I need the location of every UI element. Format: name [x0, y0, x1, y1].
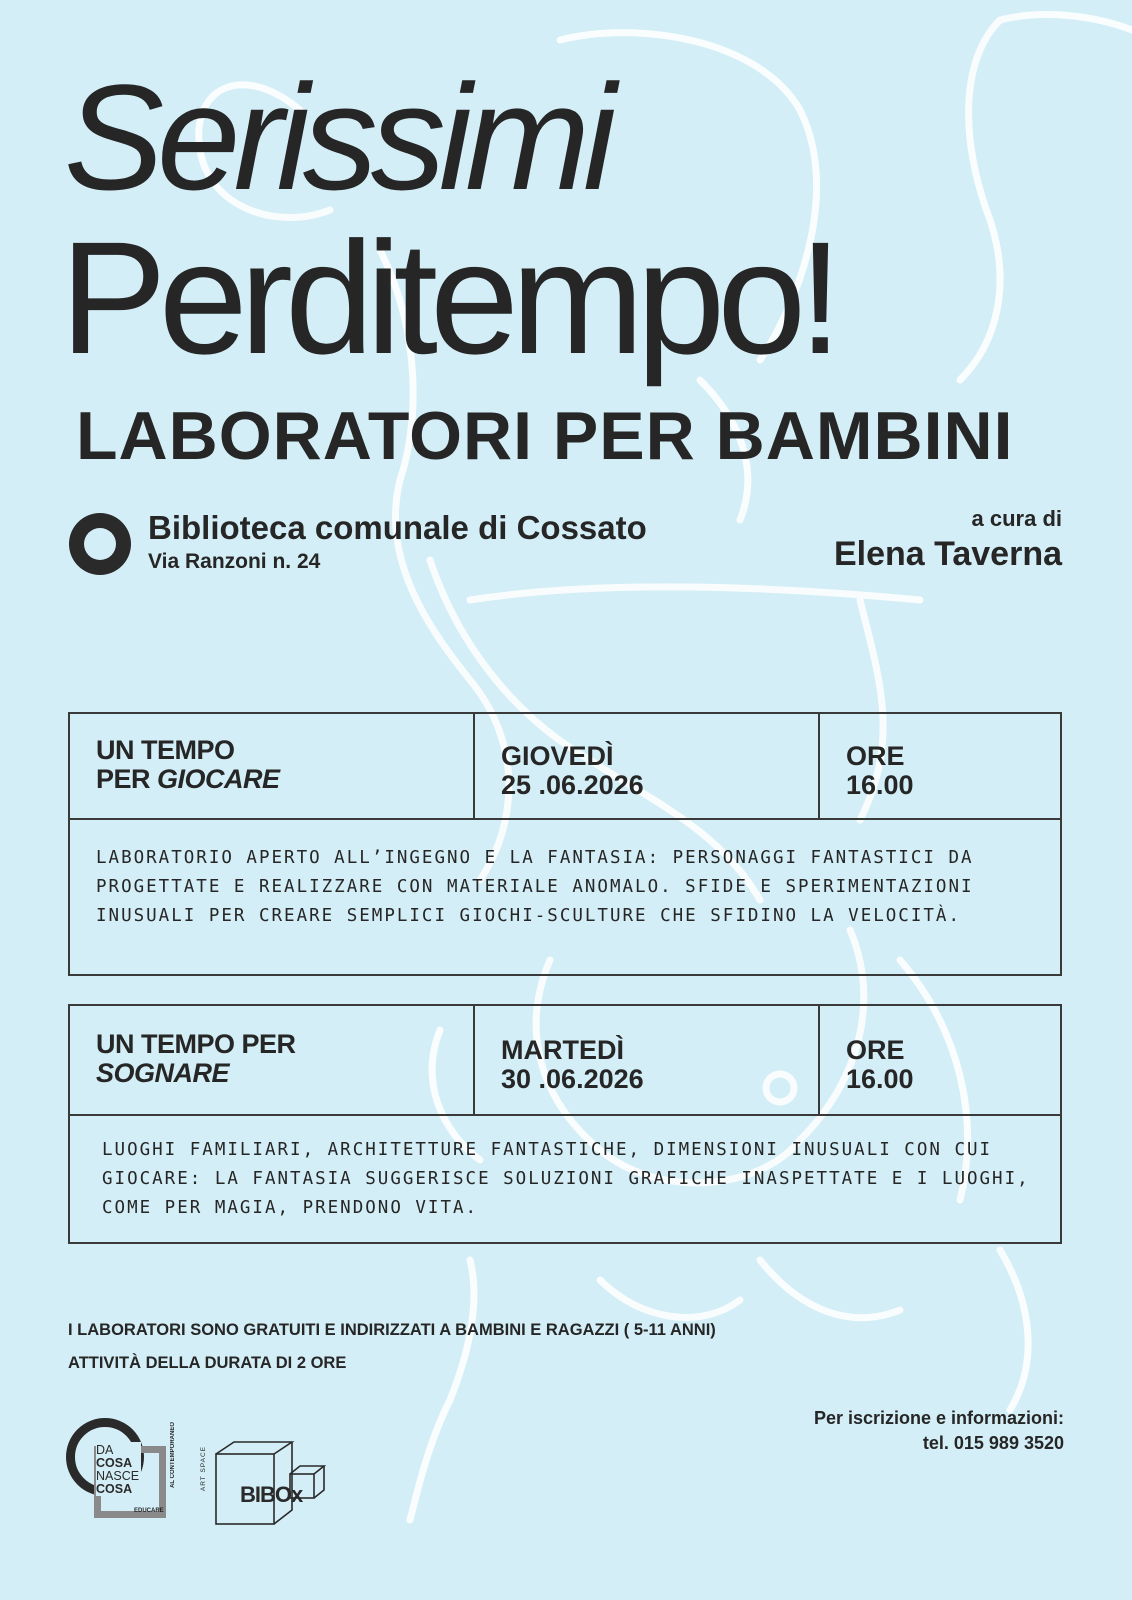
workshop-title: UN TEMPO PER SOGNARE: [70, 1006, 475, 1114]
info-line-1: I LABORATORI SONO GRATUITI E INDIRIZZATI A BAMBINI E RAGAZZI ( 5-11 ANNI): [68, 1321, 716, 1339]
dacosa-logo: DA COSA NASCE COSA AL CONTEMPORANEO EDUCARE: [66, 1418, 186, 1518]
contact-phone: tel. 015 989 3520: [922, 1433, 1064, 1453]
workshop-date: MARTEDÌ 30 .06.2026: [475, 1006, 820, 1114]
workshop-description: LABORATORIO APERTO ALL’INGEGNO E LA FANTASIA: PERSONAGGI FANTASTICI DA PROGETTATE E REALIZZARE CON MATERIALE ANOMALO. SFIDE E SPERIMENTAZIONI INUSUALI PER CREARE SEMPLICI GIOCHI-SCULTURE CHE SFIDINO LA VELOCITÀ.: [96, 848, 974, 926]
title-line-2: Perditempo!: [60, 208, 835, 387]
subtitle: LABORATORI PER BAMBINI: [76, 398, 1014, 474]
workshop-date: GIOVEDÌ 25 .06.2026: [475, 714, 820, 818]
curator-name: Elena Taverna: [833, 535, 1062, 573]
workshop-time: ORE 16.00: [846, 741, 914, 800]
info-line-2: ATTIVITÀ DELLA DURATA DI 2 ORE: [68, 1354, 347, 1372]
curator-label: a cura di: [971, 506, 1062, 531]
workshop-card: [68, 712, 1062, 976]
city-seal-icon: [69, 513, 131, 575]
workshop-title: UN TEMPO PER GIOCARE: [70, 714, 475, 818]
contact-label: Per iscrizione e informazioni:: [813, 1408, 1064, 1428]
workshop-card: [68, 1004, 1062, 1244]
bibox-logo: ART SPACE BIBOx: [200, 1440, 330, 1530]
workshop-description: LUOGHI FAMILIARI, ARCHITETTURE FANTASTICHE, DIMENSIONI INUSUALI CON CUI GIOCARE: LA FANTASIA SUGGERISCE SOLUZIONI GRAFICHE INASPETTATE E I LUOGHI, COME PER MAGIA, PRENDONO VITA.: [102, 1140, 1030, 1218]
workshop-time: ORE 16.00: [846, 1035, 914, 1094]
title-line-1: Serissimi: [64, 53, 610, 221]
venue-name: Biblioteca comunale di Cossato: [148, 509, 647, 546]
venue-address: Via Ranzoni n. 24: [148, 550, 321, 573]
